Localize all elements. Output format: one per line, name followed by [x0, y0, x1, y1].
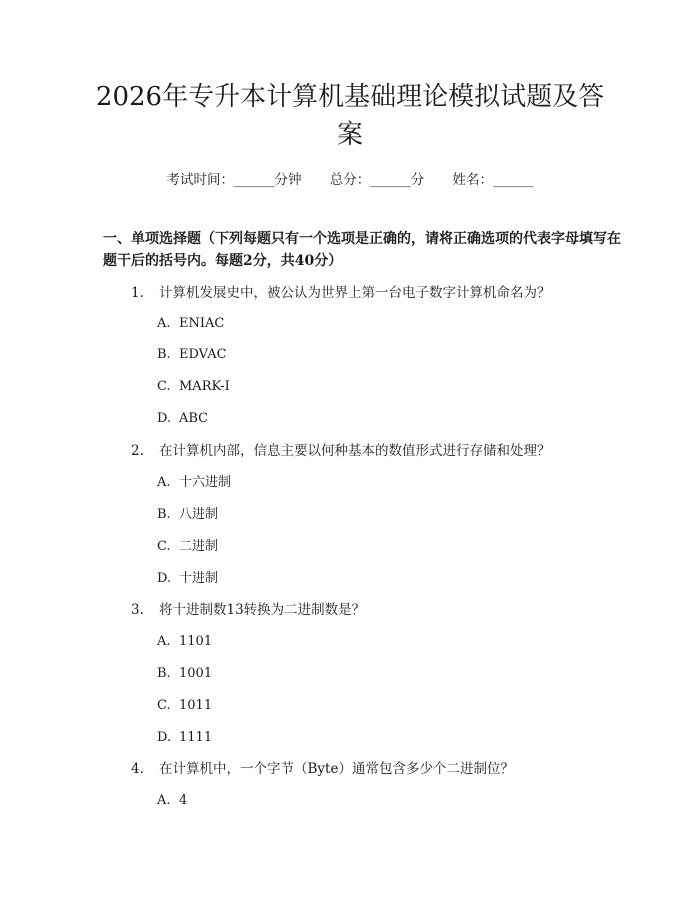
option-text: MARK-I	[179, 379, 230, 394]
option-letter: A.	[157, 793, 171, 808]
question-number: 2.	[131, 443, 144, 459]
option-letter: A.	[157, 475, 171, 490]
option-3b	[157, 664, 212, 684]
option-letter: B.	[157, 507, 171, 522]
option-text: 八进制	[179, 507, 219, 522]
option-letter: D.	[157, 411, 172, 426]
option-text: 十进制	[179, 571, 219, 586]
option-letter: A.	[157, 316, 171, 331]
question-number: 4.	[131, 761, 144, 777]
option-text: 1101	[179, 634, 213, 649]
exam-total-score: 总分：______分	[329, 172, 425, 188]
question-3	[131, 600, 365, 620]
option-text: ENIAC	[179, 316, 225, 331]
option-1b	[157, 345, 227, 365]
option-3a	[157, 632, 212, 652]
option-letter: C.	[157, 379, 171, 394]
option-1d	[157, 409, 208, 429]
document-title: 2026年专升本计算机基础理论模拟试题及答案	[95, 82, 605, 150]
option-text: 1111	[179, 730, 213, 745]
option-3d	[157, 728, 212, 748]
exam-name: 姓名：______	[452, 172, 534, 188]
option-text: 1001	[179, 666, 213, 681]
option-text: 1011	[179, 698, 213, 713]
option-4a	[157, 791, 187, 811]
option-text: 十六进制	[179, 475, 232, 490]
question-text: 在计算机内部，信息主要以何种基本的数值形式进行存储和处理？	[159, 443, 551, 459]
question-text: 计算机发展史中，被公认为世界上第一台电子数字计算机命名为？	[159, 285, 551, 301]
option-2b	[157, 505, 218, 525]
option-1a	[157, 314, 224, 334]
option-letter: A.	[157, 634, 171, 649]
option-letter: D.	[157, 571, 172, 586]
question-4	[131, 759, 514, 779]
option-text: ABC	[179, 411, 209, 426]
option-2c	[157, 537, 218, 557]
option-text: 二进制	[179, 539, 219, 554]
section-heading: 一、单项选择题（下列每题只有一个选项是正确的，请将正确选项的代表字母填写在题干后的括号内。每题2分，共40分）	[103, 231, 621, 269]
option-2d	[157, 569, 218, 589]
option-2a	[157, 473, 231, 493]
option-letter: C.	[157, 539, 171, 554]
question-1	[131, 283, 551, 303]
option-letter: B.	[157, 666, 171, 681]
question-text: 在计算机中，一个字节（Byte）通常包含多少个二进制位？	[159, 761, 514, 777]
option-1c	[157, 377, 230, 397]
option-text: 4	[179, 793, 188, 808]
option-letter: C.	[157, 698, 171, 713]
question-number: 3.	[131, 602, 144, 618]
exam-time: 考试时间：______分钟	[166, 172, 302, 188]
question-2	[131, 441, 551, 461]
question-number: 1.	[131, 285, 144, 301]
option-3c	[157, 696, 212, 716]
option-letter: D.	[157, 730, 172, 745]
question-text: 将十进制数13转换为二进制数是？	[159, 602, 366, 618]
option-letter: B.	[157, 347, 171, 362]
option-text: EDVAC	[179, 347, 227, 362]
exam-meta	[0, 168, 700, 188]
